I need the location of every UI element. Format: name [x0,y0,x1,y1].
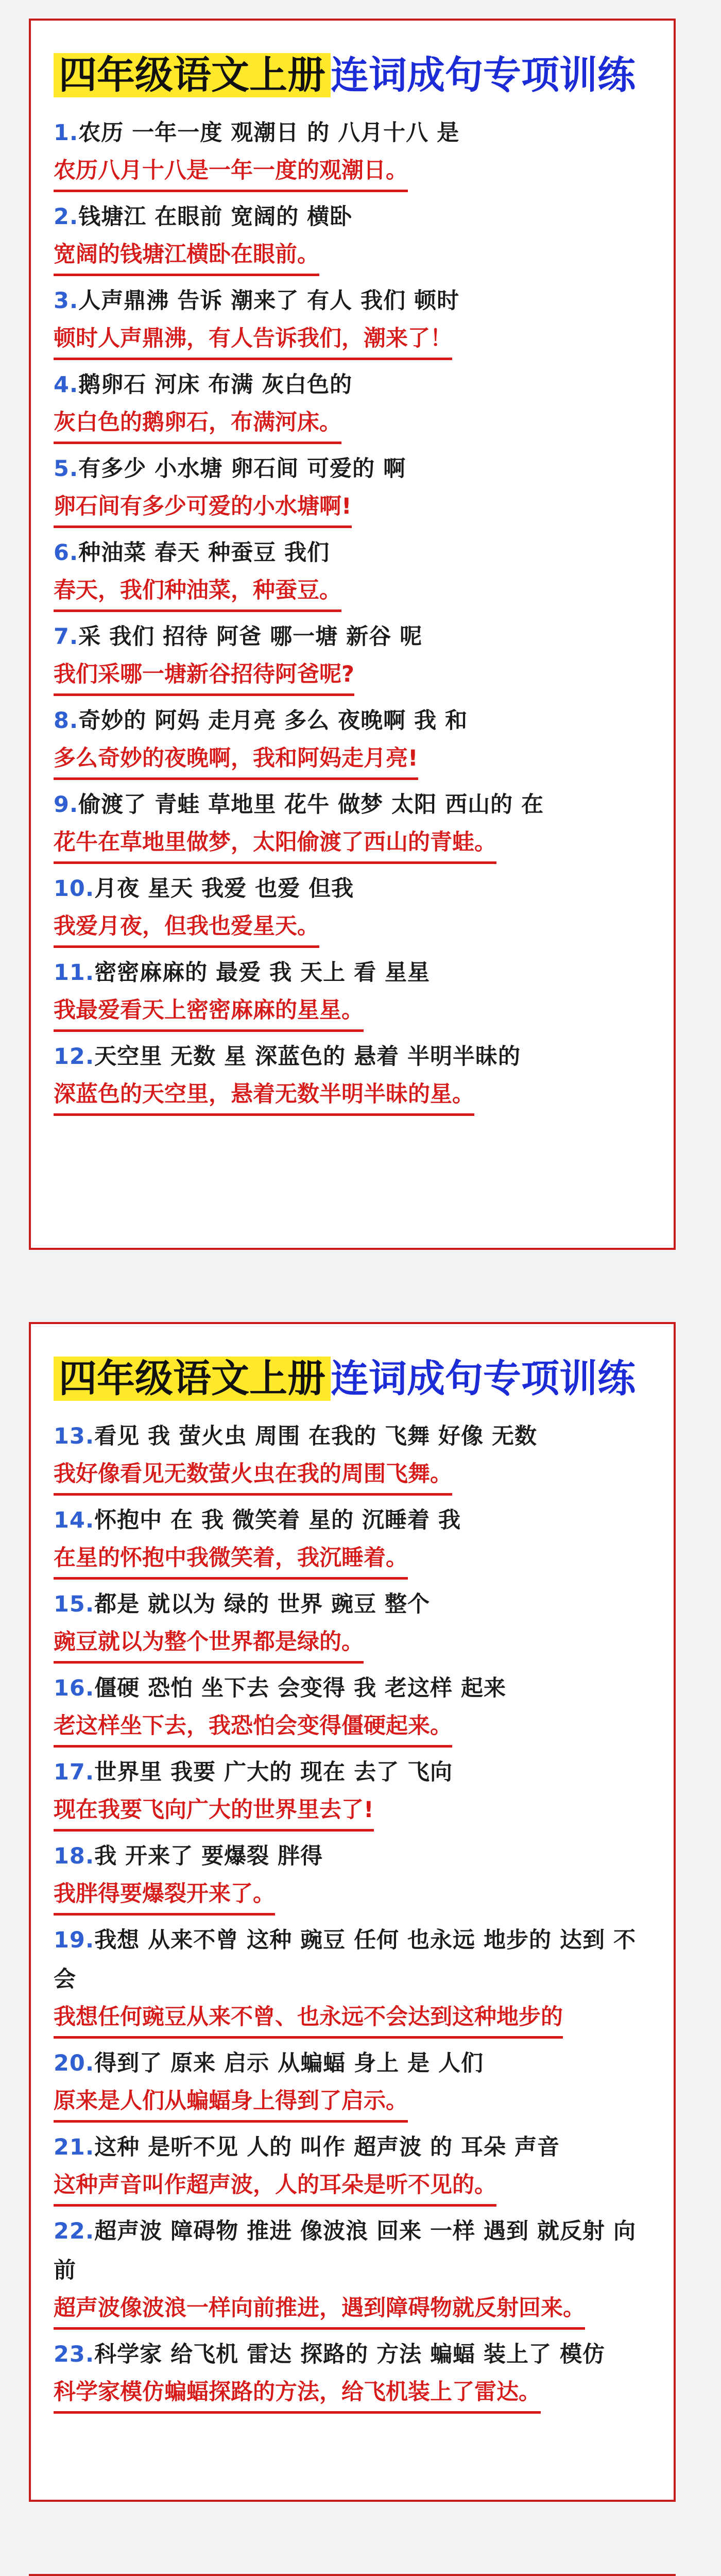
scrambled-words: 科学家 给飞机 雷达 探路的 方法 蝙蝠 装上了 模仿 [94,2342,605,2367]
scrambled-words: 我 开来了 要爆裂 胖得 [94,1843,323,1869]
exercise-words [54,2044,651,2083]
answer-sentence: 老这样坐下去，我恐怕会变得僵硬起来。 [54,1708,452,1748]
scrambled-words: 这种 是听不见 人的 叫作 超声波 的 耳朵 声音 [94,2134,560,2160]
exercise-number: 4. [54,372,79,398]
exercise-number: 20. [54,2050,95,2076]
exercise-list [54,113,651,1116]
card-title [54,1348,651,1410]
exercise-words [54,2212,651,2290]
answer-sentence: 我好像看见无数萤火虫在我的周围飞舞。 [54,1456,452,1496]
worksheet-card-2 [29,1322,676,2502]
answer-sentence: 花牛在草地里做梦，太阳偷渡了西山的青蛙。 [54,824,496,864]
exercise-words [54,2128,651,2167]
exercise-number: 3. [54,288,79,314]
answer-sentence: 农历八月十八是一年一度的观潮日。 [54,152,408,192]
exercise-item [54,2335,651,2414]
exercise-item [54,869,651,948]
scrambled-words: 鹅卵石 河床 布满 灰白色的 [78,372,353,398]
exercise-words [54,1501,651,1540]
exercise-item [54,2212,651,2330]
scrambled-words: 有多少 小水塘 卵石间 可爱的 啊 [78,456,406,482]
answer-sentence: 春天，我们种油菜，种蚕豆。 [54,572,341,612]
exercise-words [54,785,651,824]
exercise-number: 15. [54,1591,95,1617]
exercise-words [54,2335,651,2374]
exercise-words [54,365,651,404]
exercise-number: 23. [54,2342,95,2367]
exercise-number: 6. [54,540,79,566]
exercise-number: 1. [54,120,79,146]
scrambled-words: 世界里 我要 广大的 现在 去了 飞向 [94,1759,453,1785]
exercise-words [54,1753,651,1792]
scrambled-words: 僵硬 恐怕 坐下去 会变得 我 老这样 起来 [94,1675,507,1701]
scrambled-words: 怀抱中 在 我 微笑着 星的 沉睡着 我 [94,1507,461,1533]
exercise-item [54,365,651,444]
answer-sentence: 我们采哪一塘新谷招待阿爸呢? [54,656,354,696]
exercise-item [54,1501,651,1580]
exercise-words [54,617,651,656]
answer-sentence: 卵石间有多少可爱的小水塘啊! [54,488,352,528]
exercise-words [54,953,651,992]
exercise-words [54,113,651,152]
exercise-item [54,1669,651,1748]
scrambled-words: 农历 一年一度 观潮日 的 八月十八 是 [78,120,460,146]
exercise-item [54,197,651,276]
scrambled-words: 看见 我 萤火虫 周围 在我的 飞舞 好像 无数 [94,1423,537,1449]
answer-sentence: 这种声音叫作超声波，人的耳朵是听不见的。 [54,2167,496,2207]
scrambled-words: 采 我们 招待 阿爸 哪一塘 新谷 呢 [78,624,423,650]
answer-sentence: 豌豆就以为整个世界都是绿的。 [54,1624,364,1664]
exercise-number: 16. [54,1675,95,1701]
exercise-words [54,1921,651,1999]
exercise-number: 11. [54,960,95,986]
answer-sentence: 原来是人们从蝙蝠身上得到了启示。 [54,2083,408,2123]
scrambled-words: 奇妙的 阿妈 走月亮 多么 夜晚啊 我 和 [78,708,468,734]
exercise-number: 18. [54,1843,95,1869]
exercise-words [54,281,651,320]
exercise-item [54,1417,651,1496]
worksheet-card-1 [29,19,676,1250]
answer-sentence: 多么奇妙的夜晚啊，我和阿妈走月亮! [54,740,418,780]
scrambled-words: 月夜 星天 我爱 也爱 但我 [94,876,354,902]
answer-sentence: 科学家模仿蝙蝠探路的方法，给飞机装上了雷达。 [54,2374,541,2414]
exercise-item [54,113,651,192]
answer-sentence: 宽阔的钱塘江横卧在眼前。 [54,236,319,276]
exercise-item [54,1753,651,1832]
answer-sentence: 我想任何豌豆从来不曾、也永远不会达到这种地步的 [54,1999,563,2039]
title-grade: 四年级语文上册 [54,1357,331,1401]
exercise-item [54,1921,651,2039]
scrambled-words: 我想 从来不曾 这种 豌豆 任何 也永远 地步的 达到 不会 [54,1927,636,1992]
exercise-item [54,785,651,864]
exercise-list [54,1417,651,2414]
exercise-number: 10. [54,876,95,902]
title-topic: 连词成句专项训练 [331,1357,636,1401]
exercise-number: 14. [54,1507,95,1533]
answer-sentence: 我爱月夜，但我也爱星天。 [54,908,319,948]
exercise-number: 13. [54,1423,95,1449]
scrambled-words: 偷渡了 青蛙 草地里 花牛 做梦 太阳 西山的 在 [78,792,544,818]
exercise-number: 12. [54,1044,95,1070]
answer-sentence: 深蓝色的天空里，悬着无数半明半昧的星。 [54,1076,474,1116]
exercise-number: 7. [54,624,79,650]
scrambled-words: 天空里 无数 星 深蓝色的 悬着 半明半昧的 [94,1044,521,1070]
answer-sentence: 现在我要飞向广大的世界里去了! [54,1792,374,1832]
exercise-item [54,1585,651,1664]
answer-sentence: 灰白色的鹅卵石，布满河床。 [54,404,341,444]
exercise-words [54,449,651,488]
exercise-number: 9. [54,792,79,818]
answer-sentence: 顿时人声鼎沸，有人告诉我们，潮来了！ [54,320,452,360]
exercise-number: 8. [54,708,79,734]
exercise-item [54,617,651,696]
title-topic: 连词成句专项训练 [331,53,636,97]
exercise-number: 21. [54,2134,95,2160]
exercise-words [54,869,651,908]
exercise-item [54,2044,651,2123]
exercise-number: 22. [54,2218,95,2244]
exercise-item [54,281,651,360]
exercise-number: 5. [54,456,79,482]
card-title [54,44,651,106]
scrambled-words: 得到了 原来 启示 从蝙蝠 身上 是 人们 [94,2050,484,2076]
exercise-number: 19. [54,1927,95,1953]
scrambled-words: 人声鼎沸 告诉 潮来了 有人 我们 顿时 [78,288,460,314]
exercise-item [54,449,651,528]
title-grade: 四年级语文上册 [54,53,331,97]
exercise-words [54,1585,651,1624]
exercise-number: 2. [54,204,79,230]
exercise-words [54,1037,651,1076]
exercise-words [54,197,651,236]
exercise-number: 17. [54,1759,95,1785]
scrambled-words: 都是 就以为 绿的 世界 豌豆 整个 [94,1591,431,1617]
answer-sentence: 我胖得要爆裂开来了。 [54,1876,275,1916]
exercise-item [54,953,651,1032]
answer-sentence: 超声波像波浪一样向前推进，遇到障碍物就反射回来。 [54,2290,585,2330]
answer-sentence: 我最爱看天上密密麻麻的星星。 [54,992,364,1032]
exercise-item [54,1837,651,1916]
worksheet-card-3 [29,2574,676,2576]
scrambled-words: 超声波 障碍物 推进 像波浪 回来 一样 遇到 就反射 向 前 [54,2218,636,2283]
exercise-words [54,1669,651,1708]
exercise-words [54,1837,651,1876]
scrambled-words: 密密麻麻的 最爱 我 天上 看 星星 [94,960,431,986]
exercise-item [54,533,651,612]
exercise-item [54,701,651,780]
exercise-item [54,1037,651,1116]
exercise-words [54,701,651,740]
scrambled-words: 钱塘江 在眼前 宽阔的 横卧 [78,204,353,230]
scrambled-words: 种油菜 春天 种蚕豆 我们 [78,540,330,566]
exercise-words [54,533,651,572]
exercise-words [54,1417,651,1456]
answer-sentence: 在星的怀抱中我微笑着，我沉睡着。 [54,1540,408,1580]
exercise-item [54,2128,651,2207]
